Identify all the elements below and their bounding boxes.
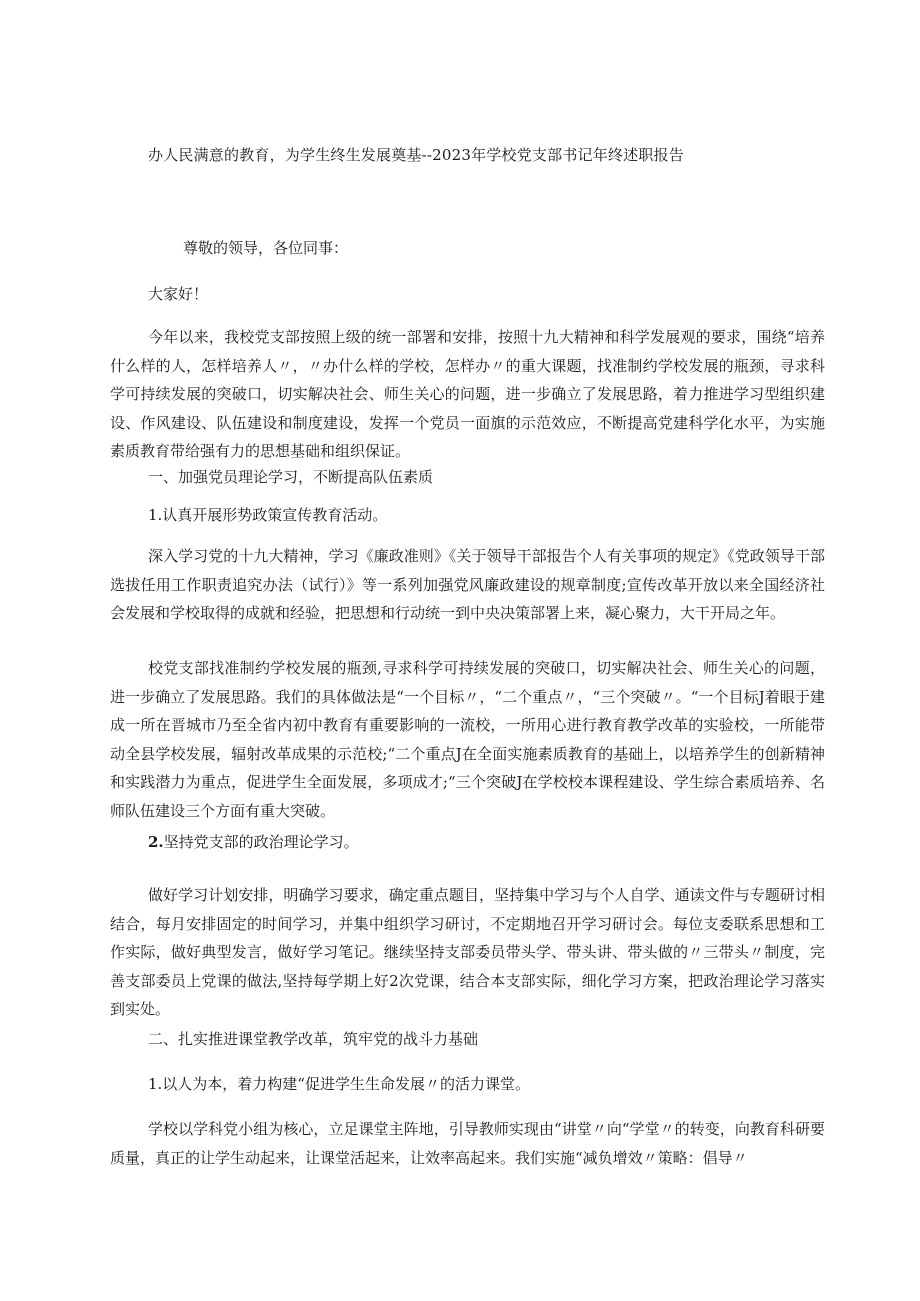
item-3-heading: 1.以人为本，着力构建“促进学生生命发展〃的活力课堂。: [148, 1075, 530, 1093]
item-1-paragraph-2: 校党支部找准制约学校发展的瓶颈,寻求科学可持续发展的突破口，切实解决社会、师生关心的问题，进一步确立了发展思路。我们的具体做法是“一个目标〃，“二个重点〃，“三个突破〃。“一个目标J着眼于建成一所在晋城市乃至全省内初中教育有重要影响的一流校，一所用心进行教育教学改革的实验校，一所能带动全县学校发展，辐射改革成果的示范校;“二个重点J在全面实施素质教育的基础上，以培养学生的创新精神和实践潜力为重点，促进学生全面发展，多项成才;“三个突破J在学校校本课程建设、学生综合素质培养、名师队伍建设三个方面有重大突破。: [110, 659, 825, 820]
item-2-number: 2.: [148, 833, 164, 851]
greeting: 大家好！: [148, 285, 209, 303]
document-title: 办人民满意的教育，为学生终生发展奠基--2023年学校党支部书记年终述职报告: [148, 146, 684, 164]
section-1-heading: 一、加强党员理论学习，不断提高队伍素质: [148, 468, 434, 486]
intro-paragraph: 今年以来，我校党支部按照上级的统一部署和安排，按照十九大精神和科学发展观的要求，围绕“培养什么样的人，怎样培养人〃，〃办什么样的学校，怎样办〃的重大课题，找准制约学校发展的瓶颈，寻求科学可持续发展的突破口，切实解决社会、师生关心的问题，进一步确立了发展思路，着力推进学习型组织建设、作风建设、队伍建设和制度建设，发挥一个党员一面旗的示范效应，不断提高党建科学化水平，为实施素质教育带给强有力的思想基础和组织保证。: [110, 328, 825, 460]
item-2-heading-text: 坚持党支部的政治理论学习。: [163, 833, 359, 851]
salutation: 尊敬的领导，各位同事：: [183, 239, 349, 257]
item-1-paragraph: 深入学习党的十九大精神，学习《廉政准则》《关于领导干部报告个人有关事项的规定》《党政领导干部选拔任用工作职责追究办法（试行）》等一系列加强党风廉政建设的规章制度;宣传改革开放以来全国经济社会发展和学校取得的成就和经验，把思想和行动统一到中央决策部署上来，凝心聚力，大干开局之年。: [110, 547, 825, 622]
section-2-heading: 二、扎实推进课堂教学改革，筑牢党的战斗力基础: [148, 1030, 479, 1048]
item-2-paragraph: 做好学习计划安排，明确学习要求，确定重点题目，坚持集中学习与个人自学、通读文件与专题研讨相结合，每月安排固定的时间学习，并集中组织学习研讨，不定期地召开学习研讨会。每位支委联系思想和工作实际，做好典型发言，做好学习笔记。继续坚持支部委员带头学、带头讲、带头做的〃三带头〃制度，完善支部委员上党课的做法,坚持每学期上好2次党课，结合本支部实际，细化学习方案，把政治理论学习落实到实处。: [110, 886, 825, 1018]
item-1-heading: 1.认真开展形势政策宣传教育活动。: [148, 506, 388, 524]
item-2-heading: [148, 832, 359, 853]
item-3-paragraph: 学校以学科党小组为核心，立足课堂主阵地，引导教师实现由“讲堂〃向“学堂〃的转变，向教育科研要质量，真正的让学生动起来，让课堂活起来，让效率高起来。我们实施“减负增效〃策略：倡导〃: [110, 1120, 825, 1167]
